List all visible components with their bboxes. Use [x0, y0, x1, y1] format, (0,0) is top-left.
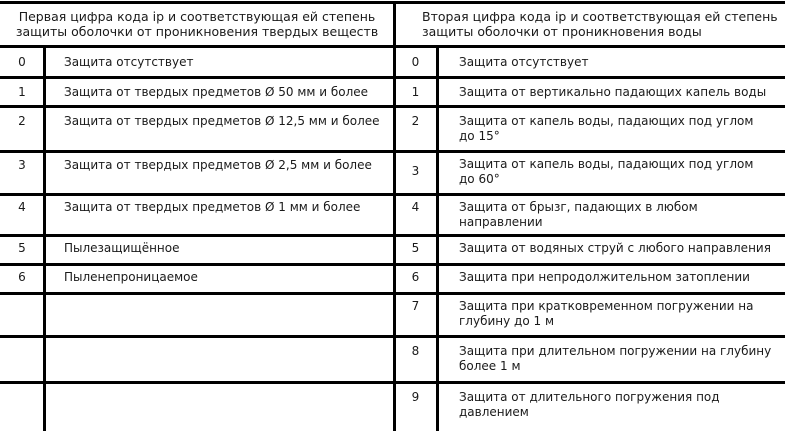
left-code: 3 [18, 158, 26, 172]
right-description [459, 241, 771, 256]
right-header-line-2: защиты оболочки от проникновения воды [422, 24, 702, 39]
right-description-line: Защита отсутствует [459, 55, 589, 69]
left-description: Защита от твердых предметов Ø 1 мм и более [64, 200, 361, 214]
left-description: Пыленепроницаемое [64, 270, 198, 284]
right-code: 4 [411, 200, 420, 214]
right-description [459, 157, 753, 187]
right-description [459, 344, 771, 374]
right-code-column-divider [436, 46, 439, 431]
right-description [459, 55, 588, 70]
left-header-line-1: Первая цифра кода ip и соответствующая ей степень [18, 9, 376, 24]
left-code: 6 [18, 270, 26, 284]
left-header-line-2: защиты оболочки от проникновения твердых веществ [15, 24, 379, 39]
left-code: 0 [18, 55, 26, 69]
right-code: 6 [411, 270, 420, 284]
right-description [459, 85, 766, 100]
left-code: 2 [18, 114, 26, 128]
right-description-line: Защита от вертикально падающих капель воды [459, 85, 767, 99]
left-description: Защита отсутствует [64, 55, 194, 69]
left-code: 4 [18, 200, 26, 214]
right-code: 7 [411, 299, 420, 313]
right-code: 3 [411, 164, 420, 178]
right-description-line: Защита при непродолжительном затоплении [459, 270, 750, 284]
left-description: Защита от твердых предметов Ø 50 мм и более [64, 85, 369, 99]
right-description-line: Защита от брызг, падающих в любом [459, 200, 698, 214]
right-code: 1 [411, 85, 420, 99]
right-description-line: более 1 м [459, 359, 521, 373]
right-description-line: глубину до 1 м [459, 314, 554, 328]
right-code: 8 [411, 344, 420, 358]
left-code: 5 [18, 241, 26, 255]
right-description [459, 200, 698, 230]
right-description-line: до 60° [459, 172, 500, 186]
right-description-line: Защита от длительного погружения под [459, 390, 720, 404]
right-description-line: до 15° [459, 129, 500, 143]
right-code: 0 [411, 55, 420, 69]
right-code: 2 [411, 114, 420, 128]
right-description [459, 270, 750, 285]
right-code: 5 [411, 241, 420, 255]
right-description-line: Защита при длительном погружении на глубину [459, 344, 772, 358]
right-description [459, 390, 720, 420]
left-code-column-divider [43, 46, 46, 431]
right-description-line: давлением [459, 405, 529, 419]
right-description-line: Защита от капель воды, падающих под углом [459, 114, 754, 128]
left-header [12, 9, 382, 39]
left-code: 1 [18, 85, 26, 99]
right-description-line: Защита от капель воды, падающих под углом [459, 157, 754, 171]
left-description: Пылезащищённое [64, 241, 180, 255]
right-code: 9 [411, 390, 420, 404]
right-description-line: Защита при кратковременном погружении на [459, 299, 754, 313]
left-description: Защита от твердых предметов Ø 12,5 мм и более [64, 114, 380, 128]
right-description-line: направлении [459, 215, 543, 229]
right-description [459, 299, 753, 329]
left-description: Защита от твердых предметов Ø 2,5 мм и более [64, 158, 372, 172]
right-description-line: Защита от водяных струй с любого направления [459, 241, 771, 255]
right-header [422, 9, 782, 39]
right-description [459, 114, 753, 144]
right-header-line-1: Вторая цифра кода ip и соответствующая ей степень [422, 9, 778, 24]
